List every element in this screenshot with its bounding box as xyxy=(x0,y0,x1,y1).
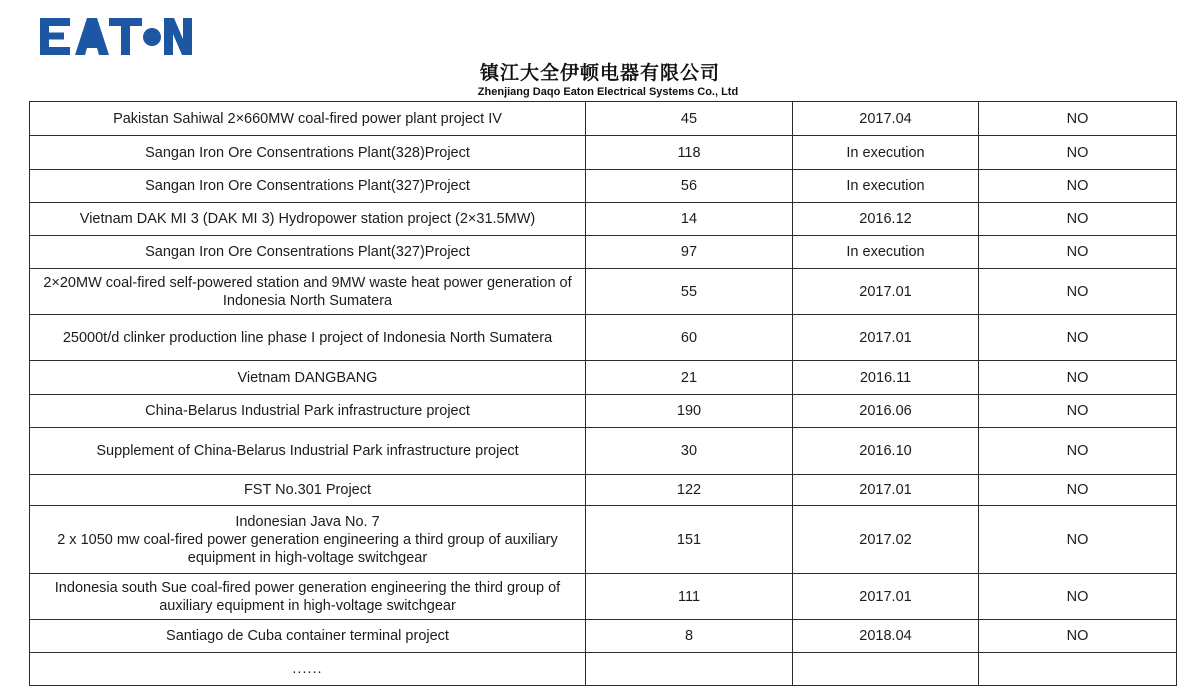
table-row xyxy=(30,269,1177,315)
project-title-line: Indonesian Java No. 7 xyxy=(235,513,380,530)
table-row xyxy=(30,170,1177,203)
project-cell xyxy=(30,506,586,574)
date-cell: 2016.06 xyxy=(793,395,979,428)
date-cell: 2016.11 xyxy=(793,361,979,395)
flag-cell: NO xyxy=(979,136,1177,170)
date-cell: 2017.04 xyxy=(793,102,979,136)
table-row xyxy=(30,395,1177,428)
date-cell: 2017.02 xyxy=(793,506,979,574)
project-detail-line: 2 x 1050 mw coal-fired power generation engineering a third group of auxiliary equipment in high-voltage switchgear xyxy=(57,531,558,566)
date-cell: 2017.01 xyxy=(793,315,979,361)
flag-cell: NO xyxy=(979,574,1177,620)
eaton-logo xyxy=(40,17,192,57)
flag-cell: NO xyxy=(979,475,1177,506)
project-cell: 25000t/d clinker production line phase I project of Indonesia North Sumatera xyxy=(30,315,586,361)
flag-cell: NO xyxy=(979,315,1177,361)
table-row xyxy=(30,653,1177,686)
flag-cell: NO xyxy=(979,395,1177,428)
quantity-cell: 21 xyxy=(586,361,793,395)
project-cell: China-Belarus Industrial Park infrastructure project xyxy=(30,395,586,428)
project-cell: Vietnam DAK MI 3 (DAK MI 3) Hydropower station project (2×31.5MW) xyxy=(30,203,586,236)
quantity-cell xyxy=(586,653,793,686)
quantity-cell: 118 xyxy=(586,136,793,170)
quantity-cell: 30 xyxy=(586,428,793,475)
date-cell: In execution xyxy=(793,236,979,269)
date-cell: In execution xyxy=(793,136,979,170)
flag-cell: NO xyxy=(979,203,1177,236)
table-row xyxy=(30,574,1177,620)
project-cell: Santiago de Cuba container terminal project xyxy=(30,620,586,653)
quantity-cell: 111 xyxy=(586,574,793,620)
table-row xyxy=(30,136,1177,170)
flag-cell: NO xyxy=(979,620,1177,653)
table-row xyxy=(30,506,1177,574)
table-row xyxy=(30,236,1177,269)
project-cell: Pakistan Sahiwal 2×660MW coal-fired power plant project IV xyxy=(30,102,586,136)
table-row xyxy=(30,315,1177,361)
project-cell: Supplement of China-Belarus Industrial Park infrastructure project xyxy=(30,428,586,475)
company-name-chinese: 镇江大全伊顿电器有限公司 xyxy=(479,62,720,84)
table-row xyxy=(30,475,1177,506)
date-cell: 2017.01 xyxy=(793,475,979,506)
quantity-cell: 14 xyxy=(586,203,793,236)
project-cell: FST No.301 Project xyxy=(30,475,586,506)
flag-cell: NO xyxy=(979,506,1177,574)
quantity-cell: 190 xyxy=(586,395,793,428)
quantity-cell: 97 xyxy=(586,236,793,269)
table-row xyxy=(30,620,1177,653)
date-cell xyxy=(793,653,979,686)
quantity-cell: 151 xyxy=(586,506,793,574)
project-cell: Indonesia south Sue coal-fired power generation engineering the third group of auxiliary equipment in high-voltage switchgear xyxy=(30,574,586,620)
table-row xyxy=(30,361,1177,395)
quantity-cell: 55 xyxy=(586,269,793,315)
ellipsis-cell: ...... xyxy=(30,653,586,686)
project-cell: Sangan Iron Ore Consentrations Plant(327)Project xyxy=(30,170,586,203)
date-cell: 2016.12 xyxy=(793,203,979,236)
quantity-cell: 8 xyxy=(586,620,793,653)
flag-cell: NO xyxy=(979,428,1177,475)
table-row xyxy=(30,203,1177,236)
date-cell: 2016.10 xyxy=(793,428,979,475)
quantity-cell: 45 xyxy=(586,102,793,136)
table-row xyxy=(30,102,1177,136)
quantity-cell: 122 xyxy=(586,475,793,506)
date-cell: In execution xyxy=(793,170,979,203)
project-cell: Sangan Iron Ore Consentrations Plant(327)Project xyxy=(30,236,586,269)
flag-cell: NO xyxy=(979,170,1177,203)
flag-cell: NO xyxy=(979,361,1177,395)
project-cell: 2×20MW coal-fired self-powered station and 9MW waste heat power generation of Indonesia North Sumatera xyxy=(30,269,586,315)
flag-cell: NO xyxy=(979,236,1177,269)
project-cell: Vietnam DANGBANG xyxy=(30,361,586,395)
company-name-english: Zhenjiang Daqo Eaton Electrical Systems Co., Ltd xyxy=(477,86,739,98)
table-row xyxy=(30,428,1177,475)
flag-cell xyxy=(979,653,1177,686)
quantity-cell: 56 xyxy=(586,170,793,203)
date-cell: 2017.01 xyxy=(793,574,979,620)
quantity-cell: 60 xyxy=(586,315,793,361)
date-cell: 2018.04 xyxy=(793,620,979,653)
project-reference-table xyxy=(29,101,1177,686)
date-cell: 2017.01 xyxy=(793,269,979,315)
flag-cell: NO xyxy=(979,269,1177,315)
project-cell: Sangan Iron Ore Consentrations Plant(328)Project xyxy=(30,136,586,170)
flag-cell: NO xyxy=(979,102,1177,136)
